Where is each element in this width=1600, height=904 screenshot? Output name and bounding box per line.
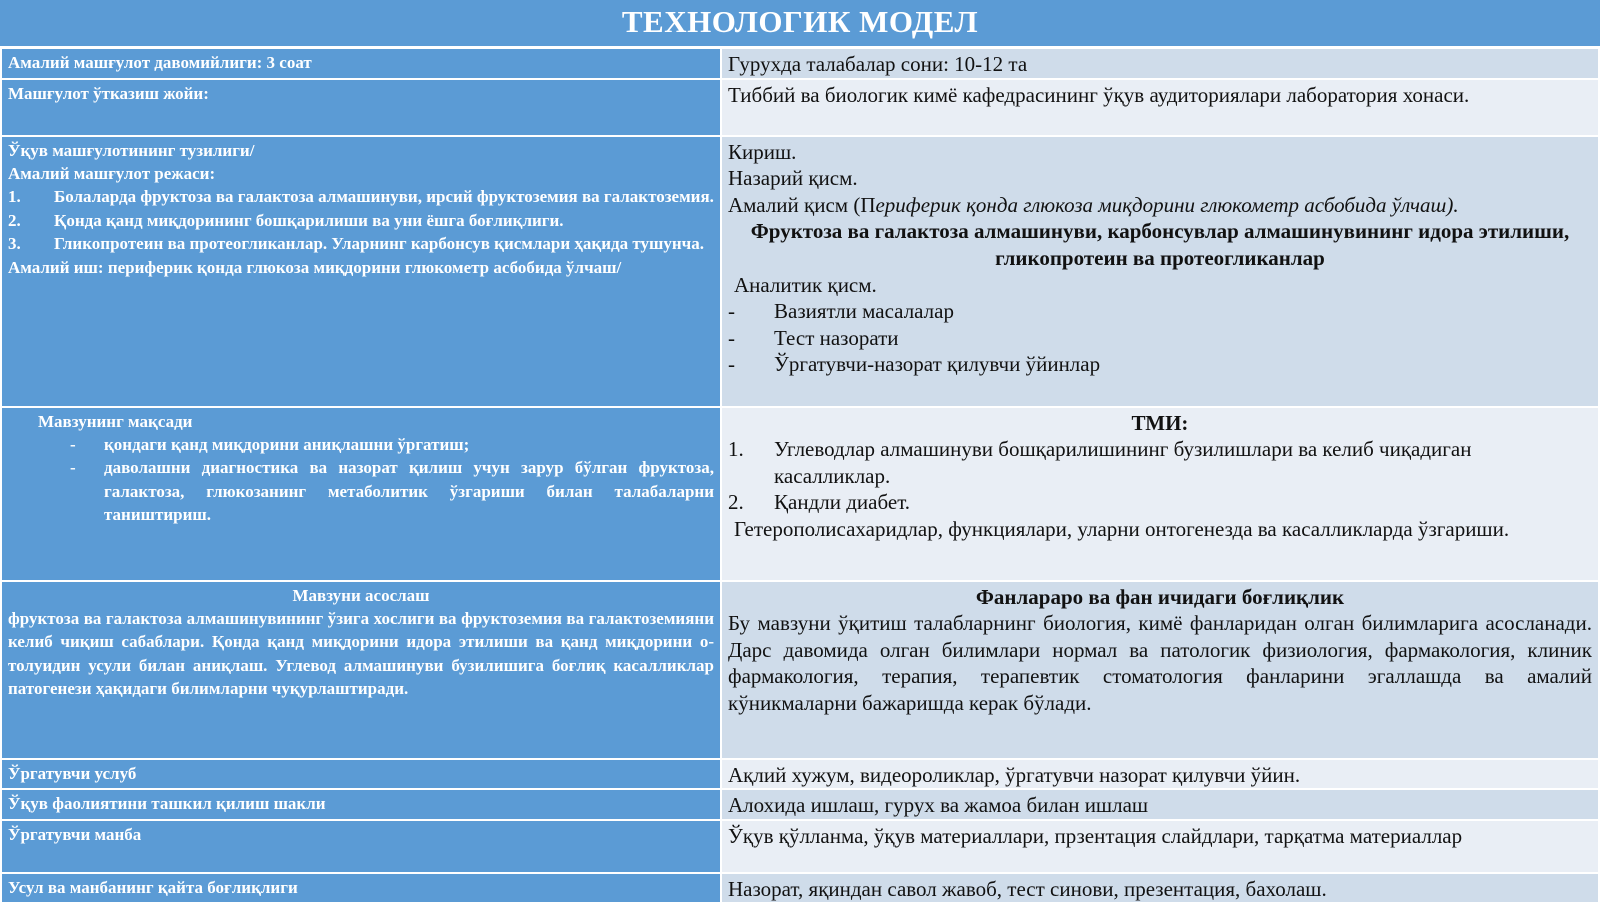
method-value: Ақлий хужум, видеороликлар, ўргатувчи назорат қилувчи ўйин. [721,759,1599,790]
analytic-list [728,298,1592,378]
list-item: 2. Қонда қанд миқдорининг бошқарилиши ва уни ёшга боғлиқлиги. [8,210,564,230]
structure-line-2: Амалий машғулот режаси: [8,164,216,183]
row-form [1,789,1599,820]
tmi-tail: Гетерополисахаридлар, функциялари, уларни онтогенезда ва касалликларда ўзгариши. [734,516,1510,541]
topic-bold-line: Фруктоза ва галактоза алмашинуви, карбонсувлар алмашинувининг идора этилиши, гликопротеин ва протеогликанлар [750,219,1570,270]
list-item: - Вазиятли масалалар [728,299,954,324]
structure-label-cell [1,136,721,407]
goal-list [8,433,714,527]
source-label: Ўргатувчи манба [1,820,721,873]
link-label: Усул ва манбанинг қайта боғлиқлиги [1,873,721,904]
group-size-value: Гурухда талабалар сони: 10-12 та [721,48,1599,79]
practical-work-line: Амалий иш: периферик қонда глюкоза миқдорини глюкометр асбобида ўлчаш/ [8,257,622,277]
place-value: Тиббий ва биологик кимё кафедрасининг ўқув аудиториялари лаборатория хонаси. [721,79,1599,136]
model-table [0,47,1600,904]
goal-heading: Мавзунинг мақсади [38,411,193,431]
row-goal [1,407,1599,581]
list-item: - Ўргатувчи-назорат қилувчи ўйинлар [728,352,1101,377]
interdisciplinary-cell [721,581,1599,759]
tmi-heading: ТМИ: [1131,410,1189,435]
list-item: 1. Углеводлар алмашинуви бошқарилишининг бузилишлари ва келиб чиқадиган касалликлар. [728,437,1472,488]
theory-line: Назарий қисм. [728,166,858,191]
list-item: 2. Қандли диабет. [728,490,911,515]
slide-title: ТЕХНОЛОГИК МОДЕЛ [0,0,1600,46]
form-value: Алохида ишлаш, гурух ва жамоа билан ишлаш [721,789,1599,820]
basis-text: фруктоза ва галактоза алмашинувининг ўзига хослиги ва фруктоземия ва галактоземияни келиб чиқиш сабаблари. Қонда қанд миқдорини идора этилиши ва қанд миқдорини о-толуидин усули билан аниқлаш. Углевод алмашинуви бузилишига боғлиқ касалликлар патогенези ҳақидаги билимларни чуқурлаштиради. [8,609,714,699]
structure-line-1: Ўқув машғулотининг тузилиги/ [8,140,255,160]
tmi-list [728,436,1592,516]
place-label: Машғулот ўтказиш жойи: [1,79,721,136]
analytic-line: Аналитик қисм. [734,272,877,297]
basis-label-cell [1,581,721,759]
method-label: Ўргатувчи услуб [1,759,721,790]
structure-value-cell [721,136,1599,407]
list-item: 3. Гликопротеин ва протеогликанлар. Уларнинг карбонсув қисмлари ҳақида тушунча. [8,234,704,254]
basis-heading: Мавзуни асослаш [292,585,430,605]
interdisciplinary-heading: Фанлараро ва фан ичидаги боғлиқлик [975,584,1345,609]
row-method [1,759,1599,790]
list-item: - қондаги қанд миқдорини аниқлашни ўргатиш; [70,435,470,454]
source-value: Ўқув қўлланма, ўқув материаллари, прзентация слайдлари, тарқатма материаллар [721,820,1599,873]
plan-list [8,185,714,255]
list-item: - Тест назорати [728,325,899,350]
list-item: 1. Болаларда фруктоза ва галактоза алмашинуви, ирсий фруктоземия ва галактоземия. [8,187,714,207]
interdisciplinary-text: Бу мавзуни ўқитиш талабларнинг биология, кимё фанларидан олган билимларига асосланади. Дарс давомида олган билимлари нормал ва патологик физиология, фармакология, клиник фармакология, терапия, терапевтик стоматология фанларини эгаллашда ва амалий кўникмаларни бажаришда керак бўлади. [728,611,1592,715]
row-duration [1,48,1599,79]
link-value: Назорат, яқиндан савол жавоб, тест синови, презентация, бахолаш. [721,873,1599,904]
duration-label: Амалий машғулот давомийлиги: 3 соат [1,48,721,79]
goal-label-cell [1,407,721,581]
practical-line: Амалий қисм (Периферик қонда глюкоза миқдорини глюкометр асбобида ўлчаш). [728,192,1459,217]
row-place [1,79,1599,136]
tmi-cell [721,407,1599,581]
list-item: - даволашни диагностика ва назорат қилиш учун зарур бўлган фруктоза, галактоза, глюкозанинг метаболитик ўзгариши билан талабаларни таништириш. [70,458,714,525]
form-label: Ўқув фаолиятини ташкил қилиш шакли [1,789,721,820]
row-basis [1,581,1599,759]
row-structure [1,136,1599,407]
row-source [1,820,1599,873]
intro-line: Кириш. [728,139,797,164]
